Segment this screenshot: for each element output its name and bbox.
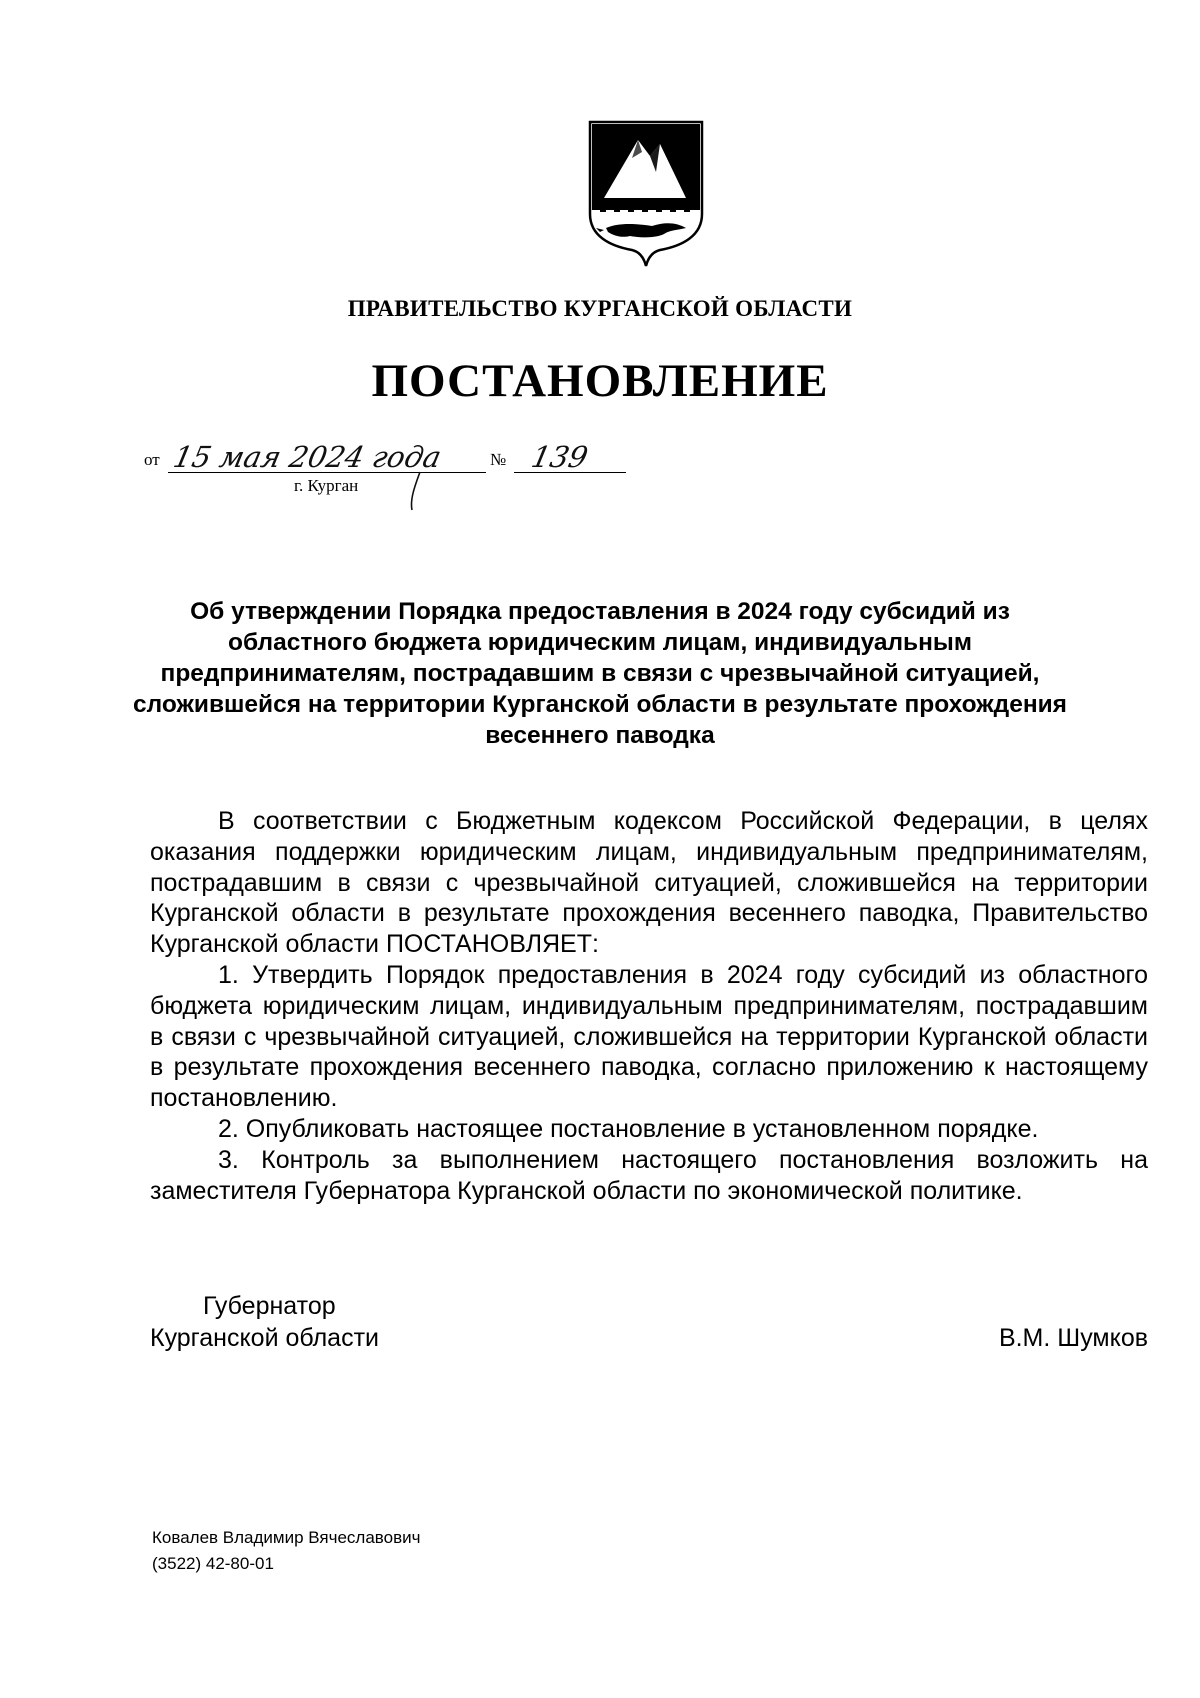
document-body	[150, 806, 1148, 1206]
date-from-label: от	[144, 450, 160, 469]
contact-name: Ковалев Владимир Вячеславович	[152, 1528, 421, 1547]
signatory-position-line2: Курганской области	[150, 1324, 380, 1352]
handwriting-stroke	[398, 466, 428, 514]
item-paragraph-1: 1. Утвердить Порядок предоставления в 2024 году субсидий из областного бюджета юридическим лицам, индивидуальным предпринимателям, пострадавшим в связи с чрезвычайной ситуацией, сложившейся на территории Курганской области в результате прохождения весеннего паводка, согласно приложению к настоящему постановлению.	[150, 960, 1148, 1113]
item-paragraph-2: 2. Опубликовать настоящее постановление в установленном порядке.	[218, 1114, 1039, 1143]
contact-phone: (3522) 42-80-01	[152, 1554, 274, 1573]
date-number-row	[140, 440, 660, 514]
organization-name: ПРАВИТЕЛЬСТВО КУРГАНСКОЙ ОБЛАСТИ	[347, 296, 853, 321]
place-of-issue: г. Курган	[294, 476, 359, 495]
number-label: №	[490, 450, 507, 469]
contact-info	[152, 1525, 421, 1577]
coat-of-arms-emblem	[586, 118, 706, 270]
number-underline	[514, 472, 626, 473]
signatory-position-line1: Губернатор	[203, 1292, 336, 1320]
document-date: 15 мая 2024 года	[170, 440, 445, 474]
preamble-paragraph: В соответствии с Бюджетным кодексом Российской Федерации, в целях оказания поддержки юридическим лицам, индивидуальным предпринимателям, пострадавшим в связи с чрезвычайной ситуацией, сложившейся на территории Курганской области в результате прохождения весеннего паводка, Правительство Курганской области ПОСТАНОВЛЯЕТ:	[150, 807, 1148, 959]
date-underline	[168, 472, 486, 473]
document-number: 139	[528, 440, 591, 474]
document-type: ПОСТАНОВЛЕНИЕ	[371, 355, 829, 407]
signature-block	[150, 1290, 1148, 1370]
item-paragraph-3: 3. Контроль за выполнением настоящего постановления возложить на заместителя Губернатора Курганской области по экономической политике.	[150, 1145, 1148, 1205]
signatory-name: В.М. Шумков	[998, 1324, 1148, 1352]
document-title: Об утверждении Порядка предоставления в 2024 году субсидий из областного бюджета юридическим лицам, индивидуальным предпринимателям, пострадавшим в связи с чрезвычайной ситуацией, сложившейся на территории Курганской области в результате прохождения весеннего паводка	[133, 598, 1067, 749]
